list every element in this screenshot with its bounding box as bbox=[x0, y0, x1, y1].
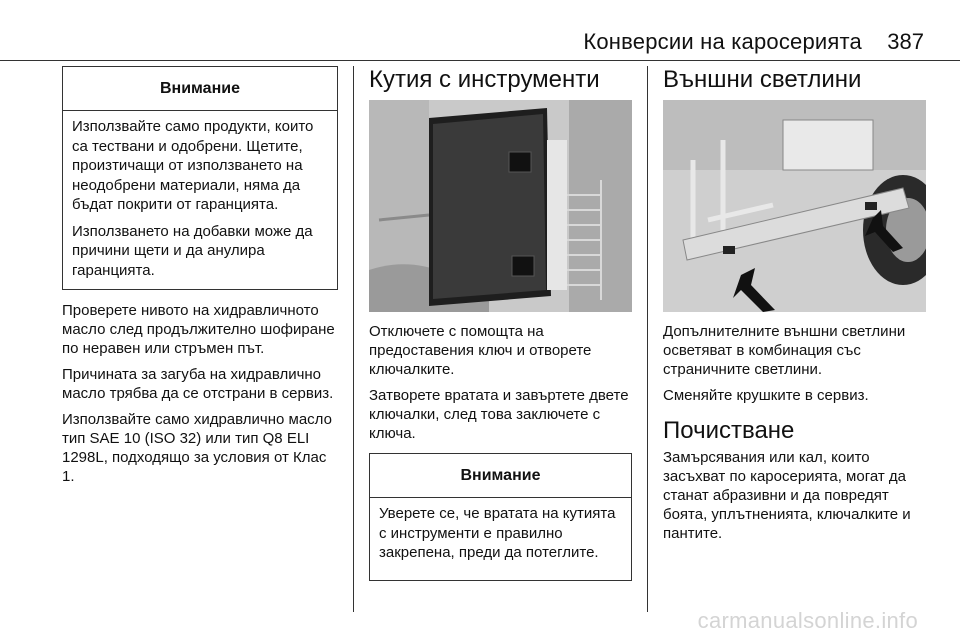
section-heading: Почистване bbox=[663, 417, 795, 444]
notice-paragraph: Използвайте само продукти, които са тествани и одобрени. Щетите, произтичащи от използването на неодобрени материали, няма да бъдат покрити от гаранцията. bbox=[72, 118, 314, 213]
body-paragraph: Затворете вратата и завъртете двете ключалки, след това заключете с ключа. bbox=[369, 387, 629, 442]
section-heading: Външни светлини bbox=[663, 66, 862, 93]
column-3 bbox=[663, 66, 926, 550]
notice-paragraph: Използването на добавки може да причини щети и да анулира гаранцията. bbox=[72, 222, 313, 279]
watermark: carmanualsonline.info bbox=[697, 608, 918, 633]
section-heading: Кутия с инструменти bbox=[369, 66, 600, 93]
column-divider bbox=[647, 66, 648, 612]
notice-body bbox=[370, 498, 631, 578]
body-paragraph: Замърсявания или кал, които засъхват по каросерията, могат да станат абразивни и да повредят боята, уплътненията, ключалките и пантите. bbox=[663, 449, 911, 542]
column-1 bbox=[62, 66, 338, 493]
page-number: 387 bbox=[887, 29, 924, 54]
notice-paragraph: Уверете се, че вратата на кутията с инструменти е правилно закрепена, преди да потеглите. bbox=[379, 505, 616, 561]
exterior-lights-photo bbox=[663, 100, 926, 312]
body-paragraph: Сменяйте крушките в сервиз. bbox=[663, 387, 869, 404]
body-paragraph: Използвайте само хидравлично масло тип SAE 10 (ISO 32) или тип Q8 ELI 1298L, подходящо за условия от Клас 1. bbox=[62, 411, 332, 485]
notice-title: Внимание bbox=[370, 454, 631, 498]
page-header bbox=[0, 24, 960, 61]
body-paragraph: Допълнителните външни светлини осветяват в комбинация със страничните светлини. bbox=[663, 323, 906, 378]
toolbox-photo bbox=[369, 100, 632, 312]
body-paragraph: Проверете нивото на хидравличното масло след продължително шофиране по неравен или стръмен път. bbox=[62, 302, 335, 357]
body-paragraph: Отключете с помощта на предоставения ключ и отворете ключалките. bbox=[369, 323, 592, 378]
caution-notice bbox=[369, 453, 632, 581]
chapter-title: Конверсии на каросерията bbox=[583, 29, 862, 54]
caution-notice bbox=[62, 66, 338, 290]
notice-title: Внимание bbox=[63, 67, 337, 111]
notice-body bbox=[63, 111, 337, 295]
column-2 bbox=[369, 66, 632, 581]
body-paragraph: Причината за загуба на хидравлично масло трябва да се отстрани в сервиз. bbox=[62, 366, 334, 402]
column-divider bbox=[353, 66, 354, 612]
